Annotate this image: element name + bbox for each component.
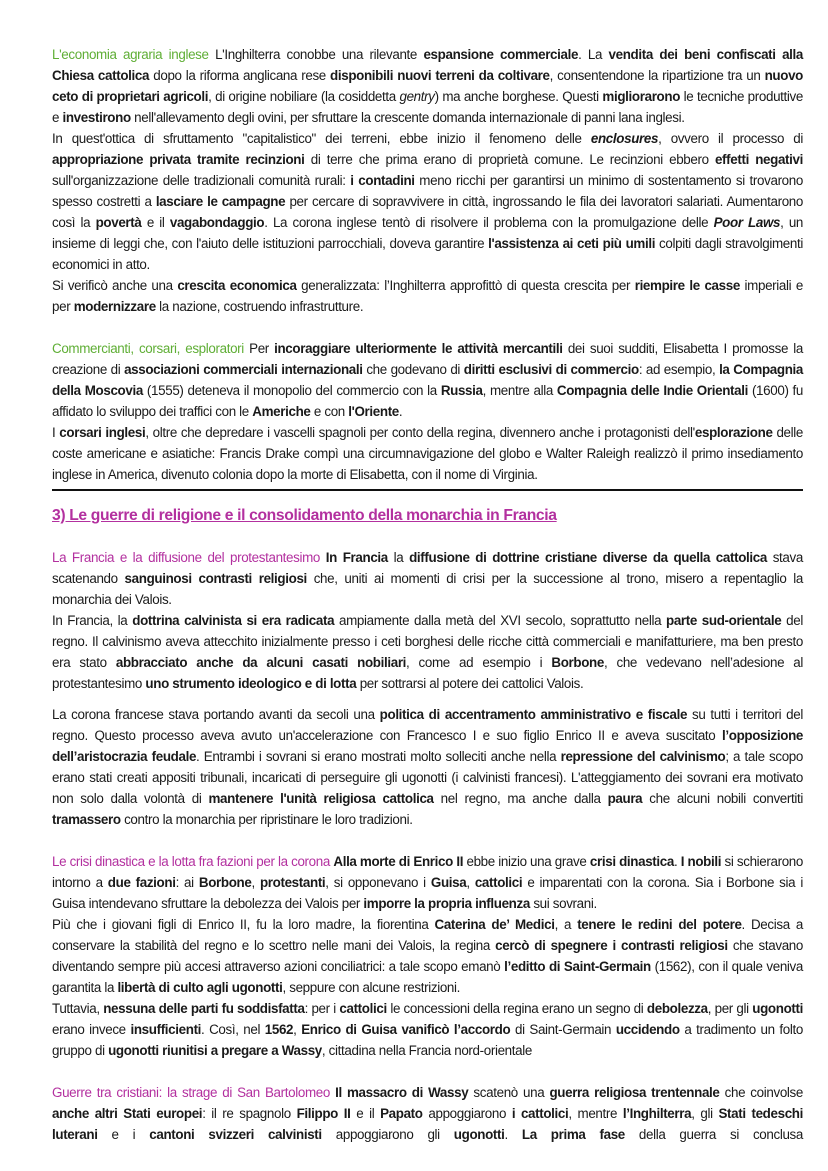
bold-text: la Compagnia della Moscovia xyxy=(52,362,803,398)
bold-text: Il massacro di Wassy xyxy=(335,1085,469,1100)
text-run: In quest'ottica di sfruttamento "capitalistico" dei terreni, ebbe inizio il fenomeno delle xyxy=(52,131,591,146)
text-run: e i xyxy=(97,1127,150,1142)
text-run: , xyxy=(466,875,475,890)
text-run: e il xyxy=(141,215,170,230)
bold-text: crisi dinastica xyxy=(589,854,674,869)
text-run: che, uniti ai momenti di crisi per la successione al trono, misero a repentaglio la monarchia dei Valois. xyxy=(52,571,803,607)
paragraph xyxy=(52,998,803,1061)
text-run: . xyxy=(398,404,403,419)
bold-text: Compagnia delle Indie Orientali xyxy=(556,383,748,398)
paragraph xyxy=(52,704,803,830)
bold-text: ugonotti xyxy=(453,1127,505,1142)
text-run: ) ma anche borghese. Questi xyxy=(434,89,603,104)
paragraph xyxy=(52,44,803,128)
text-run: per sottrarsi al potere dei cattolici Valois. xyxy=(356,676,584,691)
text-run: imperiali e per xyxy=(52,278,803,314)
bold-text: cattolici xyxy=(339,1001,387,1016)
text-run: , consentendone la ripartizione tra un xyxy=(549,68,765,83)
text-run: , per gli xyxy=(707,1001,753,1016)
text-run: Più che i giovani figli di Enrico II, fu la loro madre, la fiorentina xyxy=(52,917,435,932)
emphasis-text: enclosures xyxy=(590,131,659,146)
bold-text: ugonotti xyxy=(752,1001,803,1016)
bold-text: Americhe xyxy=(252,404,311,419)
bold-text: vagabondaggio xyxy=(169,215,265,230)
bold-text: politica di accentramento amministrativo e fiscale xyxy=(379,707,688,722)
paragraph xyxy=(52,275,803,317)
bold-text: dottrina calvinista si era radicata xyxy=(132,613,335,628)
bold-text: uno strumento ideologico e di lotta xyxy=(145,676,357,691)
text-run: nell'allevamento degli ovini, per sfruttare la crescente domanda internazionale di panni lana inglesi. xyxy=(130,110,685,125)
bold-text: l'assistenza ai ceti più umili xyxy=(488,236,656,251)
bold-text: lasciare le campagne xyxy=(155,194,286,209)
section-divider xyxy=(52,489,803,491)
bold-text: abbracciato anche da alcuni casati nobiliari xyxy=(115,655,407,670)
bold-text: cattolici xyxy=(474,875,523,890)
emphasis-text: Poor Laws xyxy=(713,215,781,230)
text-run: , cittadina nella Francia nord-orientale xyxy=(321,1043,532,1058)
paragraph xyxy=(52,1082,803,1145)
bold-text: i contadini xyxy=(350,173,415,188)
text-run: e il xyxy=(350,1106,381,1121)
text-run: La corona francese stava portando avanti da secoli una xyxy=(52,707,380,722)
paragraph xyxy=(52,547,803,610)
bold-text: repressione del calvinismo xyxy=(560,749,726,764)
bold-text: La prima fase xyxy=(521,1127,625,1142)
bold-text: Filippo II xyxy=(296,1106,351,1121)
paragraph xyxy=(52,914,803,998)
paragraph xyxy=(52,610,803,694)
text-run: di Saint-Germain xyxy=(510,1022,616,1037)
bold-text: corsari inglesi xyxy=(59,425,146,440)
bold-text: insufficienti xyxy=(130,1022,202,1037)
text-run: per cercare di sopravvivere in città, ingrossando le fila dei lavoratori salariati. Aumentarono così la xyxy=(52,194,803,230)
text-run: . Decisa a conservare la stabilità del regno e lo scettro nelle mani dei Valois, la regina xyxy=(52,917,803,953)
bold-text: espansione commerciale xyxy=(423,47,579,62)
bold-text: Stati tedeschi luterani xyxy=(52,1106,803,1142)
text-run: (1562), con il quale veniva garantita la xyxy=(52,959,803,995)
text-run: Si verificò anche una xyxy=(52,278,178,293)
bold-text: appropriazione privata tramite recinzioni xyxy=(52,152,305,167)
text-run: , mentre alla xyxy=(482,383,557,398)
bold-text: migliorarono xyxy=(602,89,681,104)
paragraph-title: Commercianti, corsari, esploratori xyxy=(52,341,244,356)
text-run: , come ad esempio i xyxy=(406,655,552,670)
bold-text: Papato xyxy=(380,1106,423,1121)
text-run: (1555) deteneva il monopolio del commercio con la xyxy=(142,383,441,398)
text-run: : il re spagnolo xyxy=(202,1106,297,1121)
bold-text: cantoni svizzeri calvinisti xyxy=(149,1127,322,1142)
text-run: meno ricchi per garantirsi un minimo di sostentamento si trovarono spesso costretti a xyxy=(52,173,803,209)
text-run: che coinvolse xyxy=(719,1085,803,1100)
text-run: le concessioni della regina erano un segno di xyxy=(386,1001,647,1016)
bold-text: In Francia xyxy=(325,550,388,565)
bold-text: Alla morte di Enrico II xyxy=(333,854,464,869)
bold-text: I nobili xyxy=(680,854,722,869)
text-run: della guerra si conclusa xyxy=(624,1127,803,1142)
bold-text: vendita dei beni confiscati alla Chiesa cattolica xyxy=(52,47,804,83)
paragraph xyxy=(52,338,803,422)
text-run: . xyxy=(673,854,681,869)
bold-text: sanguinosi contrasti religiosi xyxy=(124,571,307,586)
bold-text: Borbone xyxy=(198,875,252,890)
bold-text: libertà di culto agli ugonotti xyxy=(117,980,283,995)
text-run: (1600) fu affidato lo sviluppo dei traffici con le xyxy=(52,383,803,419)
bold-text: esplorazione xyxy=(694,425,773,440)
text-run: che godevano di xyxy=(362,362,464,377)
text-run: : ad esempio, xyxy=(638,362,720,377)
text-run: ebbe inizio una grave xyxy=(463,854,590,869)
bold-text: Guisa xyxy=(430,875,467,890)
bold-text: tramassero xyxy=(52,812,121,827)
paragraph-title: L'economia agraria inglese xyxy=(52,47,209,62)
text-run: la xyxy=(387,550,410,565)
text-run: stava scatenando xyxy=(52,550,803,586)
text-run: Per xyxy=(243,341,275,356)
text-run: . La corona inglese tentò di risolvere il problema con la promulgazione delle xyxy=(264,215,714,230)
text-run: . La xyxy=(578,47,609,62)
text-run: , che vedevano nell’adesione al protestantesimo xyxy=(52,655,804,691)
paragraph-title: Guerre tra cristiani: la strage di San Bartolomeo xyxy=(52,1085,330,1100)
text-run: , di origine nobiliare (la cosiddetta xyxy=(208,89,400,104)
bold-text: l'Oriente xyxy=(348,404,399,419)
text-run: Tuttavia, xyxy=(52,1001,104,1016)
bold-text: guerra religiosa trentennale xyxy=(549,1085,720,1100)
paragraph xyxy=(52,422,803,485)
bold-text: uccidendo xyxy=(615,1022,680,1037)
bold-text: crescita economica xyxy=(177,278,297,293)
text-run: appoggiarono gli xyxy=(321,1127,454,1142)
text-run: . Entrambi i sovrani si erano mostrati molto solleciti anche nella xyxy=(196,749,561,764)
text-run: del regno. Il calvinismo aveva attecchito inizialmente presso i ceti borghesi delle ricche città commerciali e manifatturiere, ma ben presto era stato xyxy=(52,613,803,670)
text-run: contro la monarchia per ripristinare le loro tradizioni. xyxy=(120,812,413,827)
bold-text: l’Inghilterra xyxy=(622,1106,692,1121)
text-run: ; a tale scopo erano stati creati appositi tribunali, incaricati di perseguire gli ugonotti (i calvinisti francesi). L'atteggiamento dei sovrani era motivato non solo dalla volontà di xyxy=(52,749,803,806)
text-run: , mentre xyxy=(568,1106,623,1121)
text-run: dopo la riforma anglicana rese xyxy=(149,68,331,83)
bold-text: parte sud-orientale xyxy=(665,613,782,628)
text-run: di terre che prima erano di proprietà comune. Le recinzioni ebbero xyxy=(304,152,715,167)
text-run: In Francia, la xyxy=(52,613,133,628)
text-run: che stavano diventando sempre più accesi attraverso azioni conciliatrici: a tale scopo emanò xyxy=(52,938,803,974)
text-run: generalizzata: l’Inghilterra approfittò di questa crescita per xyxy=(296,278,635,293)
text-run: , xyxy=(251,875,260,890)
text-run: si schierarono intorno a xyxy=(52,854,803,890)
text-run: I xyxy=(52,425,60,440)
paragraph-title: Le crisi dinastica e la lotta fra fazioni per la corona xyxy=(52,854,330,869)
bold-text: diffusione di dottrine cristiane diverse da quella cattolica xyxy=(409,550,767,565)
bold-text: Caterina de’ Medici xyxy=(434,917,555,932)
bold-text: debolezza xyxy=(646,1001,708,1016)
bold-text: l’editto di Saint-Germain xyxy=(504,959,651,974)
bold-text: due fazioni xyxy=(107,875,176,890)
text-run: delle coste americane e asiatiche: Francis Drake compì una circumnavigazione del globo e Walter Raleigh realizzò il primo insediamento inglese in America, divenuto colonia dopo la morte di Elisabetta, con il nome di Virginia. xyxy=(52,425,803,482)
document-page xyxy=(52,44,803,1145)
bold-text: i cattolici xyxy=(511,1106,569,1121)
bold-text: effetti negativi xyxy=(714,152,804,167)
text-run: , ovvero il processo di xyxy=(658,131,803,146)
text-run: che alcuni nobili convertiti xyxy=(642,791,803,806)
bold-text: Russia xyxy=(440,383,483,398)
paragraph xyxy=(52,851,803,914)
bold-text: riempire le casse xyxy=(634,278,740,293)
text-run: , oltre che depredare i vascelli spagnoli per conto della regina, divennero anche i protagonisti dell' xyxy=(145,425,695,440)
text-run: sui sovrani. xyxy=(529,896,597,911)
section-heading: 3) Le guerre di religione e il consolidamento della monarchia in Francia xyxy=(52,507,557,524)
text-run: erano invece xyxy=(52,1022,131,1037)
bold-text: cercò di spegnere i contrasti religiosi xyxy=(495,938,728,953)
bold-text: mantenere l'unità religiosa cattolica xyxy=(208,791,434,806)
text-run: . Così, nel xyxy=(201,1022,265,1037)
bold-text: povertà xyxy=(95,215,142,230)
text-run: L'Inghilterra conobbe una rilevante xyxy=(208,47,424,62)
bold-text: imporre la propria influenza xyxy=(363,896,530,911)
text-run: , xyxy=(293,1022,302,1037)
bold-text: diritti esclusivi di commercio xyxy=(463,362,639,377)
paragraph xyxy=(52,128,803,275)
bold-text: ugonotti riunitisi a pregare a Wassy xyxy=(108,1043,322,1058)
text-run: appoggiarono xyxy=(422,1106,512,1121)
text-run: , seppure con alcune restrizioni. xyxy=(282,980,461,995)
text-run: : per i xyxy=(304,1001,340,1016)
text-run: colpiti dagli stravolgimenti economici in atto. xyxy=(52,236,803,272)
text-run: a tradimento un folto gruppo di xyxy=(52,1022,803,1058)
bold-text: associazioni commerciali internazionali xyxy=(124,362,363,377)
bold-text: incoraggiare ulteriormente le attività mercantili xyxy=(274,341,563,356)
text-run: e imparentati con la corona. Sia i Borbone sia i Guisa intendevano sfruttare la debolezza dei Valois per xyxy=(52,875,803,911)
text-run: ampiamente dalla metà del XVI secolo, soprattutto nella xyxy=(334,613,666,628)
text-run: nel regno, ma anche dalla xyxy=(433,791,608,806)
text-run: : ai xyxy=(175,875,199,890)
bold-text: protestanti xyxy=(259,875,326,890)
bold-text: l’opposizione dell’aristocrazia feudale xyxy=(52,728,803,764)
text-run: scatenò una xyxy=(468,1085,550,1100)
bold-text: 1562 xyxy=(264,1022,294,1037)
bold-text: Enrico di Guisa vanificò l’accordo xyxy=(301,1022,511,1037)
text-run: , si opponevano i xyxy=(325,875,431,890)
bold-text: nessuna delle parti fu soddisfatta xyxy=(103,1001,305,1016)
paragraph-title: La Francia e la diffusione del protestantesimo xyxy=(52,550,321,565)
text-run: sull'organizzazione delle tradizionali comunità rurali: xyxy=(52,173,351,188)
bold-text: Borbone xyxy=(551,655,604,670)
text-run: la nazione, costruendo infrastrutture. xyxy=(155,299,364,314)
text-run: , un insieme di leggi che, con l'aiuto delle istituzioni parrocchiali, doveva garantire xyxy=(52,215,804,251)
text-run: e con xyxy=(310,404,349,419)
bold-text: modernizzare xyxy=(73,299,156,314)
bold-text: nuovo ceto di proprietari agricoli xyxy=(52,68,803,104)
text-run: dei suoi sudditi, Elisabetta I promosse la creazione di xyxy=(52,341,803,377)
bold-text: tenere le redini del potere xyxy=(577,917,742,932)
bold-text: paura xyxy=(607,791,643,806)
bold-text: investirono xyxy=(62,110,131,125)
text-run: , a xyxy=(554,917,578,932)
emphasis-text: gentry xyxy=(399,89,435,104)
bold-text: anche altri Stati europei xyxy=(52,1106,203,1121)
text-run: , gli xyxy=(691,1106,719,1121)
text-run: . xyxy=(504,1127,522,1142)
text-run: su tutti i territori del regno. Questo processo aveva avuto un'accelerazione con Francesco I e suo figlio Enrico II e aveva suscitato xyxy=(52,707,803,743)
text-run: le tecniche produttive e xyxy=(52,89,803,125)
bold-text: disponibili nuovi terreni da coltivare xyxy=(330,68,550,83)
